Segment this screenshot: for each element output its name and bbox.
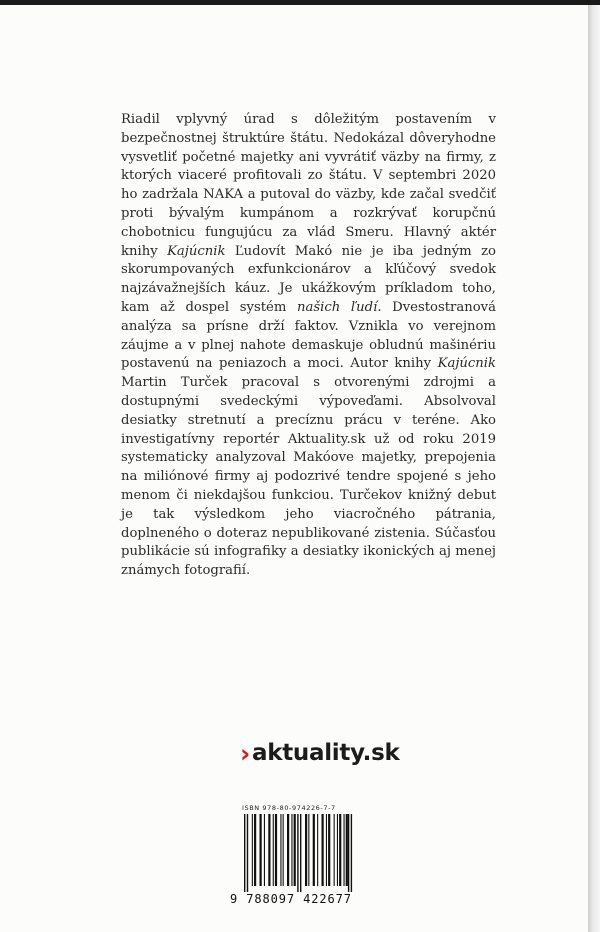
barcode-digits: 9 788097 422677 <box>230 892 352 906</box>
logo-text: aktuality.sk <box>252 740 400 766</box>
logo-chevron-icon: › <box>240 738 251 768</box>
blurb-text: Ľudovít Makó nie je iba jedným zo skorumpovaných exfunkcionárov a kľúčový svedok najzávažnejších káuz. Je ukážkovým príkladom toho, kam až dospel systém <box>121 243 496 315</box>
back-cover-blurb <box>121 111 496 581</box>
blurb-paragraph <box>121 111 496 581</box>
publisher-logo <box>240 736 400 770</box>
barcode-icon <box>230 814 390 892</box>
cover-edge <box>588 0 600 932</box>
blurb-book-title: Kajúcnik <box>437 356 496 372</box>
blurb-text: . Dvestostranová analýza sa prísne drží faktov. Vznikla vo verejnom záujme a v plnej nahote demaskuje obludnú mašinériu postavenú na peniazoch a moci. Autor knihy <box>121 299 496 372</box>
blurb-text: Martin Turček pracoval s otvorenými zdrojmi a dostupnými svedeckými výpoveďami. Absolvoval desiatky stretnutí a precíznu prácu v teréne. Ako investigatívny reportér Aktuality.sk už od roku 2019 systematicky analyzoval Makóove majetky, prepojenia na miliónové firmy aj podozrivé tendre spojené s jeho menom či niekdajšou funkciou. Turčekov knižný debut je tak výsledkom jeho viacročného pátrania, doplneného o doteraz nepublikované zistenia. Súčasťou publikácie sú infografiky a desiatky ikonických aj menej známych fotografií. <box>121 375 496 579</box>
blurb-text: Riadil vplyvný úrad s dôležitým postavením v bezpečnostnej štruktúre štátu. Nedokázal dôveryhodne vysvetliť početné majetky ani vyvrátiť väzby na firmy, z ktorých viaceré profitovali zo štátu. V septembri 2020 ho zadržala NAKA a putoval do väzby, kde začal svedčiť proti bývalým kumpánom a rozkrývať korupčnú chobotnicu fungujúcu za vlád Smeru. Hlavný aktér knihy <box>121 112 496 259</box>
isbn-label: ISBN 978-80-974226-7-7 <box>242 804 336 812</box>
blurb-book-title: Kajúcnik <box>167 243 226 259</box>
blurb-phrase: našich ľudí <box>297 299 378 315</box>
isbn-barcode-block <box>230 804 390 912</box>
top-border <box>0 0 600 5</box>
